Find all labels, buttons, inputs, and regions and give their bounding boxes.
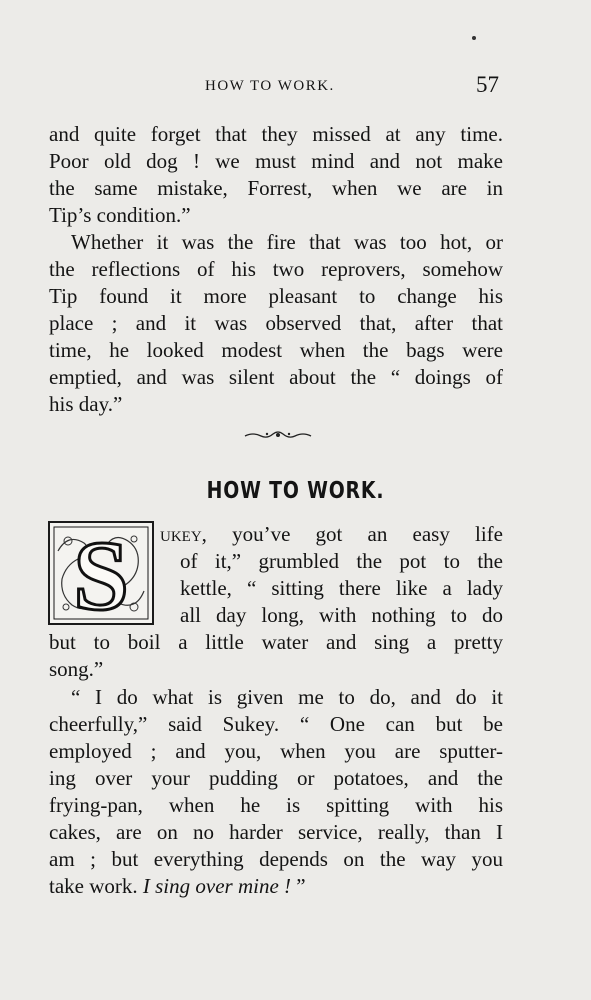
paragraph-tip [49,229,503,418]
text-line: employed ; and you, when you are sputter- [49,739,503,763]
text-line: all day long, with nothing to do [180,603,503,627]
page-number: 57 [476,72,499,97]
opening-paragraph-beside-cap [160,521,503,629]
text-line: time, he looked modest when the bags were [49,338,503,362]
text-line: kettle, “ sitting there like a lady [180,576,503,600]
small-caps-word: ukey, [160,522,207,546]
text-line: ing over your pudding or potatoes, and the [49,766,503,790]
text-line: the reflections of his two reprovers, somehow [49,257,503,281]
running-head-title: HOW TO WORK. [205,78,335,94]
text-fragment: you’ve got an easy life [206,522,503,546]
text-line: Whether it was the fire that was too hot, or [71,230,503,254]
section-title: HOW TO WORK. [206,478,385,504]
decorated-drop-cap [48,521,154,625]
text-line: cakes, are on no harder service, really, than I [49,820,503,844]
text-line: Tip found it more pleasant to change his [49,284,503,308]
paragraph-sukey [49,684,503,900]
paragraph-continued [49,121,503,229]
ink-speck [472,36,476,40]
text-line: Tip’s condition.” [49,203,191,227]
text-line: frying-pan, when he is spitting with his [49,793,503,817]
text-fragment: take work. [49,874,143,898]
text-line: am ; but everything depends on the way you [49,847,503,871]
text-line: but to boil a little water and sing a pretty [49,630,503,654]
running-head [0,72,591,106]
text-line: and quite forget that they missed at any time. [49,122,503,146]
closing-quote: ” [296,874,306,898]
text-line: of it,” grumbled the pot to the [180,549,503,573]
text-line: the same mistake, Forrest, when we are in [49,176,503,200]
opening-paragraph-continued [49,629,503,683]
text-line: cheerfully,” said Sukey. “ One can but be [49,712,503,736]
text-line [160,521,503,548]
text-line: Poor old dog ! we must mind and not make [49,149,503,173]
text-line: emptied, and was silent about the “ doings of [49,365,503,389]
text-line [49,873,503,900]
text-line: his day.” [49,392,123,416]
text-line: place ; and it was observed that, after that [49,311,503,335]
italic-phrase: I sing over mine ! [142,874,297,898]
text-line: song.” [49,657,104,681]
text-line: “ I do what is given me to do, and do it [71,685,503,709]
section-divider-ornament [243,428,313,442]
drop-cap-letter: S [73,521,129,625]
